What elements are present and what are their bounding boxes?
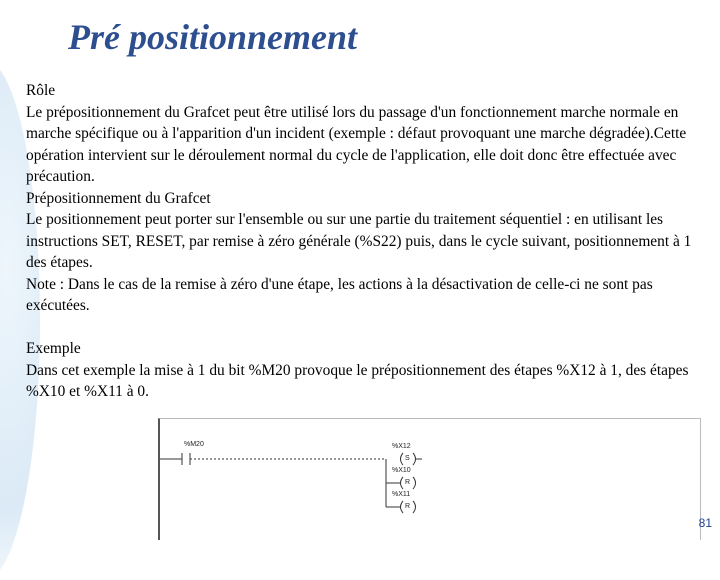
heading-grafcet: Prépositionnement du Grafcet bbox=[26, 189, 211, 207]
coil-letter-2: R bbox=[405, 479, 411, 486]
page-number: 81 bbox=[698, 516, 712, 530]
coil-letter-1: S bbox=[405, 455, 410, 462]
paragraph-example: Dans cet exemple la mise à 1 du bit %M20 provoque le prépositionnement des étapes %X12 à 1, des étapes %X10 et %X11 à 0. bbox=[26, 361, 689, 400]
coil-letter-3: R bbox=[405, 503, 411, 510]
paragraph-note: Note : Dans le cas de la remise à zéro d'une étape, les actions à la désactivation de celle-ci ne sont pas exécutées. bbox=[26, 275, 653, 314]
body-text bbox=[26, 80, 706, 403]
coil-3-left bbox=[401, 501, 404, 513]
coil-label-3: %X11 bbox=[392, 491, 411, 498]
coil-2-left bbox=[401, 477, 404, 489]
paragraph-role: Le prépositionnement du Grafcet peut être utilisé lors du passage d'un fonctionnement marche normale en marche spécifique ou à l'apparition d'un incident (exemple : défaut provoquant une marche dégradée).Cette opération intervient sur le déroulement normal du cycle de l'application, elle doit donc être effectuée avec précaution. bbox=[26, 103, 687, 185]
page-title: Pré positionnement bbox=[68, 17, 358, 57]
coil-2-right bbox=[413, 477, 416, 489]
coil-label-1: %X12 bbox=[392, 443, 411, 450]
coil-label-2: %X10 bbox=[392, 467, 411, 474]
coil-1-left bbox=[401, 453, 404, 465]
coil-1-right bbox=[413, 453, 416, 465]
heading-role: Rôle bbox=[26, 82, 56, 99]
coil-3-right bbox=[413, 501, 416, 513]
paragraph-positioning: Le positionnement peut porter sur l'ensemble ou sur une partie du traitement séquentiel : en utilisant les instructions SET, RESET, par remise à zéro générale (%S22) puis, dans le cycle suivant, positionnement à 1 des étapes. bbox=[26, 211, 692, 271]
heading-example: Exemple bbox=[26, 340, 81, 357]
ladder-diagram bbox=[158, 418, 701, 540]
ladder-diagram-svg bbox=[160, 419, 703, 541]
contact-label: %M20 bbox=[184, 441, 204, 448]
